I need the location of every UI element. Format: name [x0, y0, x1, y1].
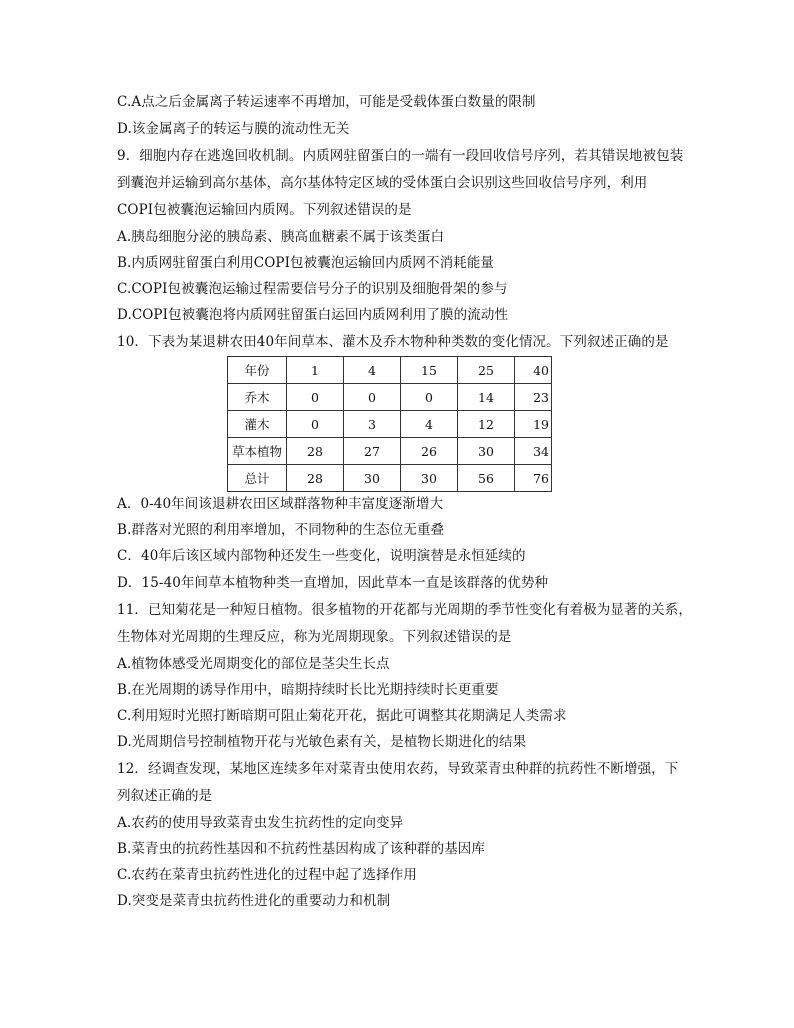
table-cell: 30 — [344, 465, 401, 492]
table-cell: 0 — [401, 384, 458, 411]
table-cell: 40 — [515, 357, 552, 384]
table-cell: 1 — [287, 357, 344, 384]
table-cell: 25 — [458, 357, 515, 384]
table-cell: 4 — [344, 357, 401, 384]
option-10c: C．40年后该区域内部物种还发生一些变化，说明演替是永恒延续的 — [117, 548, 526, 564]
option-8c: C.A点之后金属离子转运速率不再增加，可能是受载体蛋白数量的限制 — [117, 94, 536, 110]
table-cell: 34 — [515, 438, 552, 465]
table-cell: 0 — [287, 411, 344, 438]
table-cell: 14 — [458, 384, 515, 411]
table-row — [228, 438, 552, 465]
table-cell: 28 — [287, 438, 344, 465]
table-cell: 30 — [401, 465, 458, 492]
option-12d: D.突变是菜青虫抗药性进化的重要动力和机制 — [117, 893, 391, 909]
question-10-stem: 10．下表为某退耕农田40年间草本、灌木及乔木物种种类数的变化情况。下列叙述正确的是 — [117, 334, 669, 350]
option-9a: A.胰岛细胞分泌的胰岛素、胰高血糖素不属于该类蛋白 — [117, 229, 445, 245]
option-8d: D.该金属离子的转运与膜的流动性无关 — [117, 121, 350, 137]
row-label: 总计 — [228, 465, 287, 492]
table-cell: 12 — [458, 411, 515, 438]
species-table — [227, 356, 552, 492]
option-9b: B.内质网驻留蛋白利用COPI包被囊泡运输回内质网不消耗能量 — [117, 255, 495, 271]
option-11b: B.在光周期的诱导作用中，暗期持续时长比光期持续时长更重要 — [117, 682, 499, 698]
table-cell: 27 — [344, 438, 401, 465]
table-cell: 30 — [458, 438, 515, 465]
question-11-stem-line-1: 11．已知菊花是一种短日植物。很多植物的开花都与光周期的季节性变化有着极为显著的关系， — [117, 602, 692, 618]
table-row — [228, 357, 552, 384]
table-cell: 19 — [515, 411, 552, 438]
table-cell: 23 — [515, 384, 552, 411]
option-11c: C.利用短时光照打断暗期可阻止菊花开花，据此可调整其花期满足人类需求 — [117, 708, 567, 724]
question-12-stem-line-1: 12．经调查发现，某地区连续多年对菜青虫使用农药，导致菜青虫种群的抗药性不断增强，下 — [117, 761, 679, 777]
option-11a: A.植物体感受光周期变化的部位是茎尖生长点 — [117, 656, 390, 672]
table-row — [228, 465, 552, 492]
table-cell: 56 — [458, 465, 515, 492]
option-10a: A．0-40年间该退耕农田区域群落物种丰富度逐渐增大 — [117, 496, 444, 512]
table-cell: 76 — [515, 465, 552, 492]
table-row — [228, 411, 552, 438]
question-9-stem-line-2: 到囊泡并运输到高尔基体，高尔基体特定区域的受体蛋白会识别这些回收信号序列，利用 — [117, 175, 648, 191]
table-cell: 3 — [344, 411, 401, 438]
row-label: 灌木 — [228, 411, 287, 438]
question-11-stem-line-2: 生物体对光周期的生理反应，称为光周期现象。下列叙述错误的是 — [117, 629, 512, 645]
option-10b: B.群落对光照的利用率增加，不同物种的生态位无重叠 — [117, 522, 445, 538]
option-10d: D．15-40年间草本植物种类一直增加，因此草本一直是该群落的优势种 — [117, 575, 549, 591]
question-12-stem-line-2: 列叙述正确的是 — [117, 788, 213, 804]
question-9-stem-line-3: COPI包被囊泡运输回内质网。下列叙述错误的是 — [117, 202, 412, 218]
row-label: 草本植物 — [228, 438, 287, 465]
row-label: 乔木 — [228, 384, 287, 411]
option-12c: C.农药在菜青虫抗药性进化的过程中起了选择作用 — [117, 867, 417, 883]
table-cell: 4 — [401, 411, 458, 438]
table-cell: 26 — [401, 438, 458, 465]
table-cell: 0 — [344, 384, 401, 411]
option-9c: C.COPI包被囊泡运输过程需要信号分子的识别及细胞骨架的参与 — [117, 281, 508, 297]
table-cell: 28 — [287, 465, 344, 492]
option-12b: B.菜青虫的抗药性基因和不抗药性基因构成了该种群的基因库 — [117, 841, 486, 857]
option-12a: A.农药的使用导致菜青虫发生抗药性的定向变异 — [117, 815, 404, 831]
option-11d: D.光周期信号控制植物开花与光敏色素有关，是植物长期进化的结果 — [117, 734, 527, 750]
table-cell: 15 — [401, 357, 458, 384]
table-cell: 0 — [287, 384, 344, 411]
option-9d: D.COPI包被囊泡将内质网驻留蛋白运回内质网利用了膜的流动性 — [117, 307, 509, 323]
row-label: 年份 — [228, 357, 287, 384]
question-9-stem-line-1: 9．细胞内存在逃逸回收机制。内质网驻留蛋白的一端有一段回收信号序列，若其错误地被包装 — [117, 148, 684, 164]
table-row — [228, 384, 552, 411]
